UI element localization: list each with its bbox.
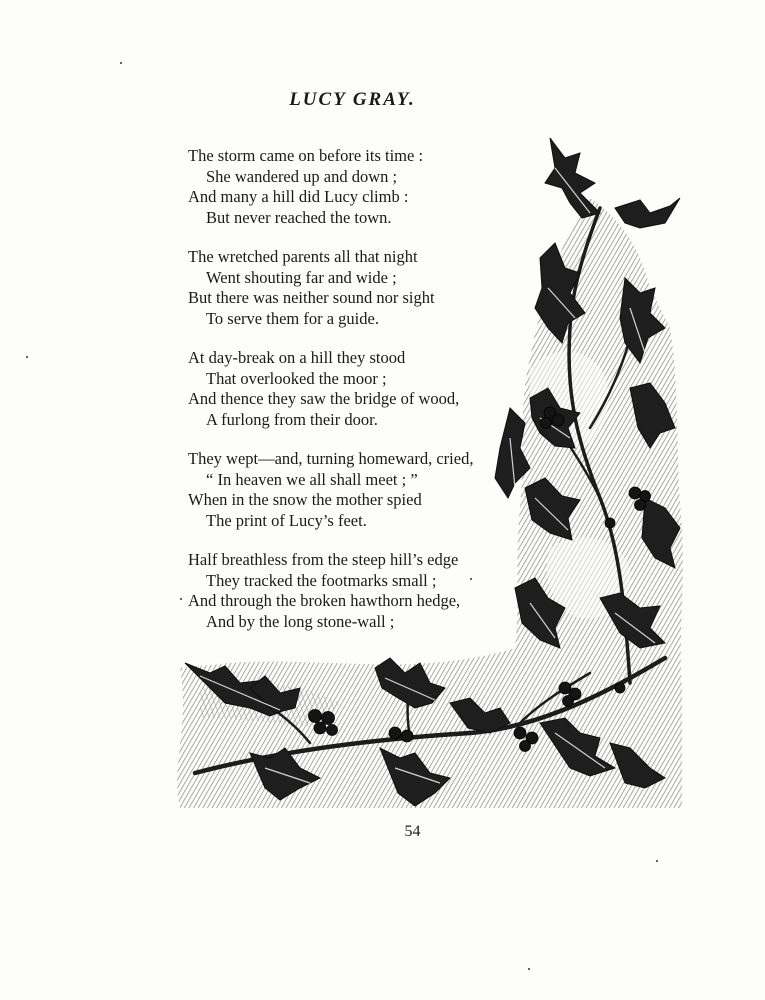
paper-speck xyxy=(120,62,122,64)
poem-line: The wretched parents all that night xyxy=(188,247,418,266)
poem-line: And thence they saw the bridge of wood, xyxy=(188,389,460,408)
poem-line: That overlooked the moor ; xyxy=(206,368,387,388)
poem-line: They tracked the footmarks small ; xyxy=(206,570,437,590)
poem-line: The storm came on before its time : xyxy=(188,146,424,165)
poem-line: She wandered up and down ; xyxy=(206,166,398,186)
poem-line: Half breathless from the steep hill’s edge xyxy=(188,550,459,569)
poem-line: And through the broken hawthorn hedge, xyxy=(188,591,461,610)
paper-speck xyxy=(656,860,658,862)
poem-line: They wept—and, turning homeward, cried, xyxy=(188,449,474,468)
poem-line: When in the snow the mother spied xyxy=(188,490,422,509)
paper-speck xyxy=(528,968,530,970)
poem-line: Went shouting far and wide ; xyxy=(206,267,397,287)
holly-illustration xyxy=(170,128,690,818)
poem-line: To serve them for a guide. xyxy=(206,308,379,328)
page-number: 54 xyxy=(404,823,421,840)
shaded-background xyxy=(177,198,683,808)
poem-line: A furlong from their door. xyxy=(206,409,378,429)
paper-speck xyxy=(470,578,472,580)
poem-line: And many a hill did Lucy climb : xyxy=(188,187,409,206)
poem-line: But there was neither sound nor sight xyxy=(188,288,435,307)
poem-line: At day-break on a hill they stood xyxy=(188,348,406,367)
poem-line: But never reached the town. xyxy=(206,207,392,227)
poem-title: LUCY GRAY. xyxy=(289,89,416,110)
paper-speck xyxy=(180,598,182,600)
paper-speck xyxy=(26,356,28,358)
poem-line: And by the long stone-wall ; xyxy=(206,611,395,631)
poem-line: “ In heaven we all shall meet ; ” xyxy=(206,469,418,489)
poem-line: The print of Lucy’s feet. xyxy=(206,510,367,530)
